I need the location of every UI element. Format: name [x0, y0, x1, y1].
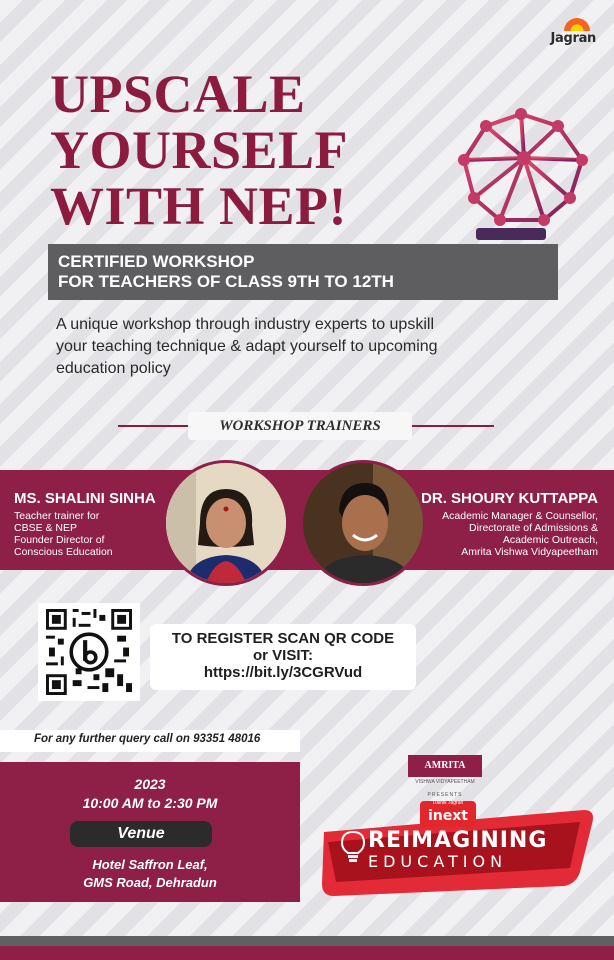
trainer-1-role-line: Teacher trainer for: [14, 510, 100, 522]
amrita-subtitle: VISHWA VIDYAPEETHAM: [415, 779, 475, 785]
amrita-logo: AMRITA: [408, 755, 482, 777]
brand-name: Jagran: [550, 31, 596, 46]
lightbulb-icon: [340, 830, 366, 864]
trainer-2-role-line: Academic Outreach,: [502, 534, 598, 546]
workshop-banner: [48, 244, 558, 300]
venue-address-line-2: GMS Road, Dehradun: [83, 875, 217, 890]
inext-logo: inext: [420, 801, 476, 827]
qr-code[interactable]: [38, 603, 140, 701]
trainer-1-role-line: CBSE & NEP: [14, 522, 78, 534]
description: A unique workshop through industry experts to upskill your teaching technique & adapt yourself to upcoming education policy: [56, 316, 438, 377]
presents-text: PRESENTS: [427, 792, 463, 798]
trainers-heading: WORKSHOP TRAINERS: [188, 412, 412, 440]
program-title-line-2: EDUCATION: [368, 852, 508, 871]
query-text: For any further query call on 93351 48016: [34, 733, 261, 745]
venue-label: Venue: [70, 821, 212, 847]
trainer-2-name: DR. SHOURY KUTTAPPA: [421, 490, 598, 507]
register-link[interactable]: https://bit.ly/3CGRVud: [203, 664, 363, 681]
person-icon: [166, 463, 286, 583]
trainer-2-role-line: Amrita Vishwa Vidyapeetham: [461, 546, 598, 558]
footer-stripe: [0, 946, 614, 960]
headline: [50, 66, 470, 234]
trainer-1-role-line: Conscious Education: [14, 546, 113, 558]
headline-line-2: YOURSELF: [50, 120, 349, 180]
register-info: [150, 624, 416, 690]
dainik-jagran-label: Dainik Jagran: [432, 800, 464, 806]
headline-line-3: WITH NEP!: [50, 176, 348, 236]
footer-stripe: [0, 936, 614, 946]
banner-line-1: CERTIFIED WORKSHOP: [58, 252, 255, 271]
register-line-2: or VISIT:: [252, 647, 313, 664]
trainer-1-role-line: Founder Director of: [14, 534, 105, 546]
trainer-2-role-line: Directorate of Admissions &: [469, 522, 598, 534]
qr-code-icon: [44, 609, 134, 695]
banner-line-2: FOR TEACHERS OF CLASS 9TH TO 12TH: [58, 272, 394, 291]
event-time: 10:00 AM to 2:30 PM: [82, 795, 218, 811]
trainer-2-photo: [300, 460, 426, 586]
trainer-2-role-line: Academic Manager & Counsellor,: [442, 510, 598, 522]
register-line-1: TO REGISTER SCAN QR CODE: [171, 630, 395, 647]
program-title-line-1: REIMAGINING: [368, 828, 548, 853]
person-icon: [303, 463, 423, 583]
headline-line-1: UPSCALE: [50, 64, 306, 124]
sun-icon: [564, 18, 590, 31]
venue-address-line-1: Hotel Saffron Leaf,: [92, 857, 208, 872]
trainer-1-role: [14, 510, 164, 558]
jagran-logo: [536, 18, 596, 54]
trainer-1-name: MS. SHALINI SINHA: [14, 490, 156, 507]
trainer-1-photo: [163, 460, 289, 586]
event-year: 2023: [134, 776, 166, 792]
